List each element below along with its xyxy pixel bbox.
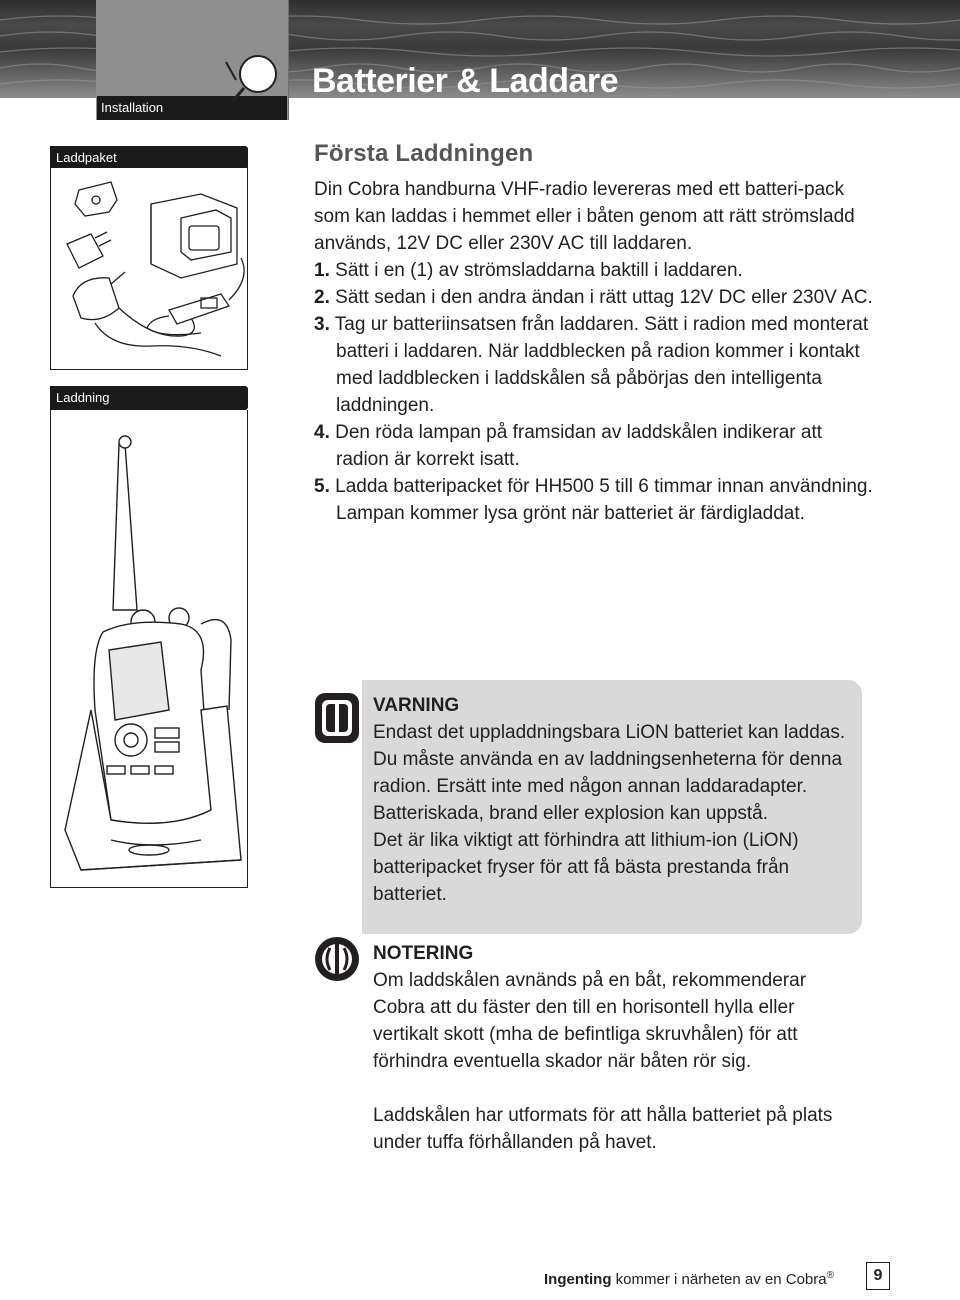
step-text: Tag ur batteriinsatsen från laddaren. Sätt i radion med monterat batteri i laddaren. När laddblecken på radion kommer i kontakt med laddblecken i laddskålen så påbörjas den intelligenta laddningen. (334, 314, 869, 416)
step-number: 1. (314, 260, 330, 281)
warning-title: VARNING (373, 695, 460, 716)
note-callout (373, 940, 853, 1156)
list-item (314, 257, 874, 284)
list-item (314, 473, 874, 500)
radio-charging-illustration (50, 410, 248, 888)
note-title: NOTERING (373, 943, 474, 964)
step-number: 3. (314, 314, 330, 335)
list-item (314, 311, 874, 419)
main-content (314, 140, 874, 527)
step-text: Den röda lampan på framsidan av laddskålen indikerar att radion är korrekt isatt. (335, 422, 823, 470)
step-number: 2. (314, 287, 330, 308)
warning-line: Du måste använda en av laddningsenheterna för denna radion. Ersätt inte med någon annan laddaradapter. (373, 749, 843, 797)
registered-mark: ® (826, 1270, 834, 1281)
list-item (314, 419, 874, 473)
footer-text: kommer i närheten av en Cobra (611, 1271, 827, 1288)
step-number: 5. (314, 476, 330, 497)
magnifier-icon (222, 50, 282, 106)
section-tab-label: Installation (97, 96, 287, 120)
step-text: Sätt i en (1) av strömsladdarna baktill i laddaren. (335, 260, 743, 281)
list-item (314, 284, 874, 311)
radio-in-charger-drawing (51, 410, 247, 886)
warning-icon (312, 690, 362, 746)
section-heading: Första Laddningen (314, 140, 534, 167)
warning-line: Det är lika viktigt att förhindra att lithium-ion (LiON) batteripacket fryser för att få bästa prestanda från batteriet. (373, 830, 799, 905)
charging-label: Laddning (50, 386, 248, 410)
warning-callout (373, 692, 853, 908)
warning-line: Batteriskada, brand eller explosion kan uppstå. (373, 803, 769, 824)
step-text: Sätt sedan i den andra ändan i rätt uttag 12V DC eller 230V AC. (335, 287, 873, 308)
steps-list (314, 257, 874, 500)
footer-tagline (544, 1270, 834, 1288)
page-title: Batterier & Laddare (312, 62, 619, 100)
warning-line: Endast det uppladdningsbara LiON batteriet kan laddas. (373, 722, 846, 743)
step5-extra: Lampan kommer lysa grönt när batteriet är färdigladdat. (336, 503, 805, 524)
intro-paragraph: Din Cobra handburna VHF-radio levereras med ett batteri-pack som kan laddas i hemmet eller i båten genom att rätt strömsladd används, 12V DC eller 230V AC till laddaren. (314, 179, 855, 254)
step-text: Ladda batteripacket för HH500 5 till 6 timmar innan användning. (335, 476, 873, 497)
charger-kit-illustration (50, 168, 248, 370)
note-paragraph: Om laddskålen avnänds på en båt, rekommenderar Cobra att du fäster den till en horisontell hylla eller vertikalt skott (mha de befintliga skruvhålen) för att förhindra eventuella skador när båten rör sig. (373, 970, 807, 1072)
note-paragraph: Laddskålen har utformats för att hålla batteriet på plats under tuffa förhållanden på havet. (373, 1105, 833, 1153)
page-number: 9 (866, 1262, 890, 1290)
footer-bold: Ingenting (544, 1271, 612, 1288)
charger-kit-drawing (51, 168, 247, 368)
step-number: 4. (314, 422, 330, 443)
kit-label: Laddpaket (50, 146, 248, 170)
note-icon (312, 934, 362, 984)
